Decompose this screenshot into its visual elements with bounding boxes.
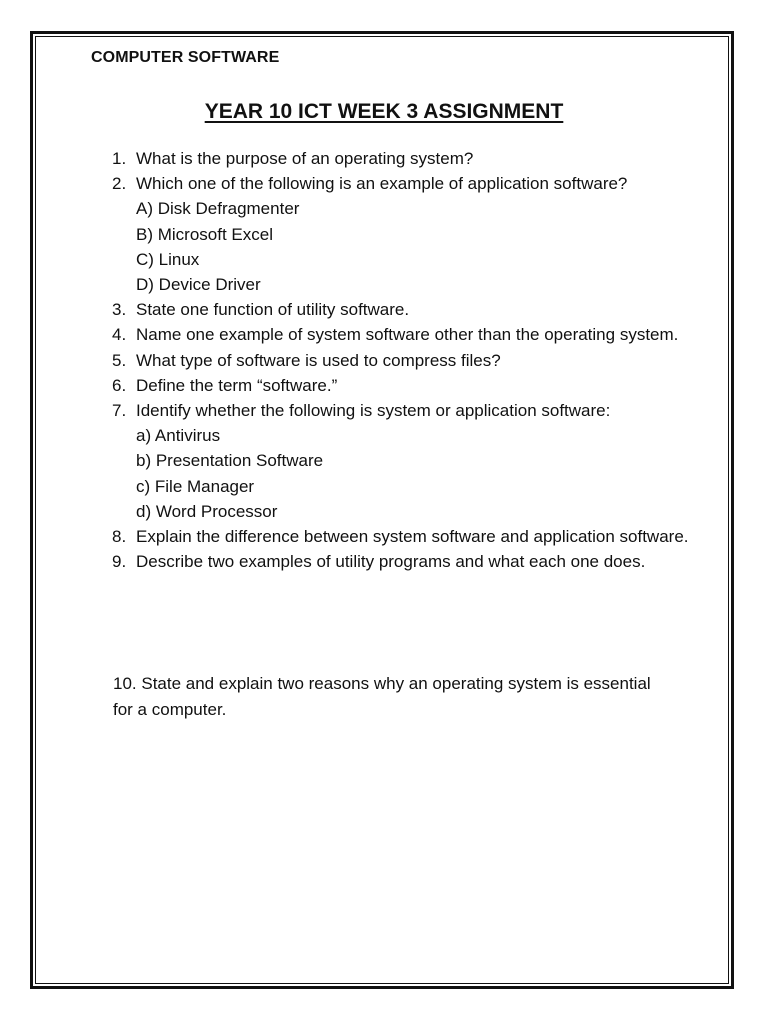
question-item <box>112 297 712 322</box>
question-text: Define the term “software.” <box>136 375 338 395</box>
answer-option: a) Antivirus <box>136 426 221 446</box>
question-text: Identify whether the following is system or application software: <box>136 401 611 421</box>
question-text: What type of software is used to compress files? <box>136 350 501 370</box>
question-number: 7. <box>112 401 127 421</box>
answer-option: B) Microsoft Excel <box>136 224 273 244</box>
answer-option: b) Presentation Software <box>136 451 324 471</box>
assignment-title: YEAR 10 ICT WEEK 3 ASSIGNMENT <box>204 100 564 123</box>
question-number: 2. <box>112 174 127 194</box>
question-number: 5. <box>112 350 127 370</box>
question-item <box>112 398 712 524</box>
question-10: 10. State and explain two reasons why an operating system is essential for a computer. <box>113 674 651 719</box>
question-number: 6. <box>112 375 127 395</box>
question-text: Explain the difference between system software and application software. <box>136 527 689 547</box>
question-text: Describe two examples of utility programs and what each one does. <box>136 552 646 572</box>
question-item <box>112 524 712 549</box>
answer-option: D) Device Driver <box>136 275 261 295</box>
question-item <box>112 322 712 347</box>
question-list <box>112 146 712 574</box>
answer-option: C) Linux <box>136 249 200 269</box>
answer-option: c) File Manager <box>136 476 255 496</box>
answer-option: d) Word Processor <box>136 501 278 521</box>
question-number: 3. <box>112 300 127 320</box>
question-text: State one function of utility software. <box>136 300 410 320</box>
question-text: Name one example of system software other than the operating system. <box>136 325 679 345</box>
question-number: 9. <box>112 552 127 572</box>
question-number: 4. <box>112 325 127 345</box>
question-item <box>112 373 712 398</box>
document-header: COMPUTER SOFTWARE <box>91 49 280 66</box>
question-number: 1. <box>112 149 127 168</box>
question-text: Which one of the following is an example of application software? <box>136 174 628 194</box>
question-number: 8. <box>112 527 127 547</box>
question-item <box>112 146 712 171</box>
question-text: What is the purpose of an operating system? <box>136 149 474 168</box>
question-item <box>112 171 712 297</box>
question-item <box>112 348 712 373</box>
answer-option: A) Disk Defragmenter <box>136 199 300 219</box>
question-item <box>112 549 712 574</box>
